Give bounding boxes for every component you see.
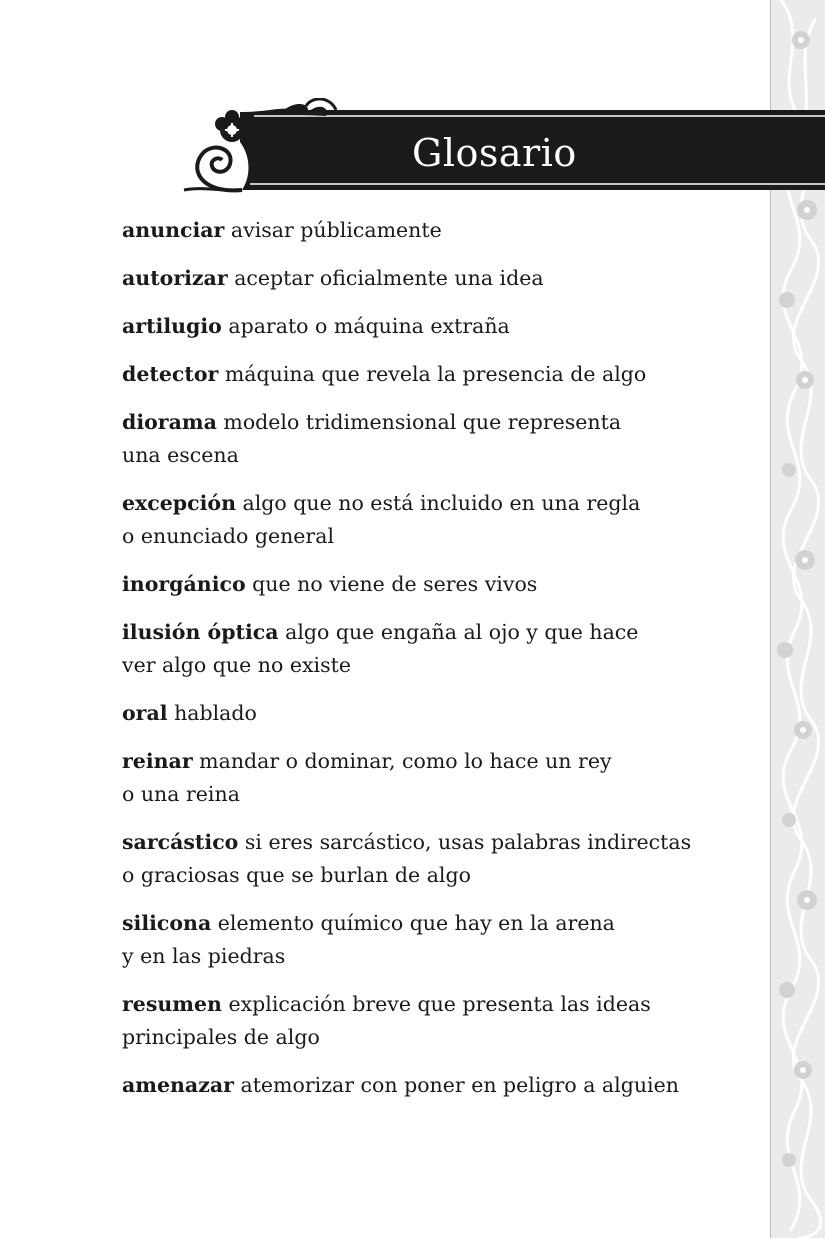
glossary-list — [122, 214, 722, 1117]
page-title: Glosario — [412, 131, 577, 175]
glossary-definition: aparato o máquina extraña — [228, 314, 510, 338]
glossary-definition-continued: o enunciado general — [122, 524, 335, 548]
glossary-entry — [122, 262, 722, 295]
glossary-definition-continued: ver algo que no existe — [122, 653, 351, 677]
glossary-definition: que no viene de seres vivos — [252, 572, 538, 596]
glossary-entry — [122, 214, 722, 247]
glossary-definition: algo que no está incluido en una regla — [242, 491, 641, 515]
glossary-term: resumen — [122, 992, 222, 1016]
glossary-entry — [122, 310, 722, 343]
glossary-entry — [122, 697, 722, 730]
glossary-definition-continued: una escena — [122, 443, 239, 467]
glossary-entry — [122, 616, 722, 682]
glossary-entry — [122, 487, 722, 553]
glossary-definition: máquina que revela la presencia de algo — [224, 362, 647, 386]
glossary-term: reinar — [122, 749, 193, 773]
glossary-definition-continued: principales de algo — [122, 1025, 320, 1049]
glossary-definition-continued: o graciosas que se burlan de algo — [122, 863, 471, 887]
glossary-term: sarcástico — [122, 830, 239, 854]
glossary-term: autorizar — [122, 266, 228, 290]
glossary-definition: avisar públicamente — [230, 218, 442, 242]
glossary-entry — [122, 568, 722, 601]
glossary-term: ilusión óptica — [122, 620, 279, 644]
glossary-entry — [122, 826, 722, 892]
glossary-term: detector — [122, 362, 219, 386]
glossary-header — [180, 98, 825, 198]
glossary-definition: mandar o dominar, como lo hace un rey — [199, 749, 612, 773]
glossary-definition-continued: y en las piedras — [122, 944, 286, 968]
glossary-term: amenazar — [122, 1073, 234, 1097]
glossary-definition: algo que engaña al ojo y que hace — [285, 620, 639, 644]
glossary-term: excepción — [122, 491, 236, 515]
glossary-entry — [122, 358, 722, 391]
glossary-term: diorama — [122, 410, 217, 434]
glossary-term: oral — [122, 701, 168, 725]
glossary-definition: hablado — [174, 701, 257, 725]
glossary-entry — [122, 1069, 722, 1102]
glossary-entry — [122, 406, 722, 472]
glossary-definition: si eres sarcástico, usas palabras indirectas — [244, 830, 692, 854]
glossary-definition: modelo tridimensional que representa — [223, 410, 622, 434]
glossary-term: artilugio — [122, 314, 222, 338]
glossary-term: inorgánico — [122, 572, 246, 596]
glossary-definition: elemento químico que hay en la arena — [217, 911, 615, 935]
glossary-definition: aceptar oficialmente una idea — [234, 266, 544, 290]
glossary-entry — [122, 907, 722, 973]
glossary-term: silicona — [122, 911, 212, 935]
glossary-definition: atemorizar con poner en peligro a alguien — [240, 1073, 679, 1097]
glossary-definition-continued: o una reina — [122, 782, 240, 806]
glossary-entry — [122, 988, 722, 1054]
glossary-entry — [122, 745, 722, 811]
glossary-definition: explicación breve que presenta las ideas — [228, 992, 651, 1016]
glossary-term: anunciar — [122, 218, 225, 242]
